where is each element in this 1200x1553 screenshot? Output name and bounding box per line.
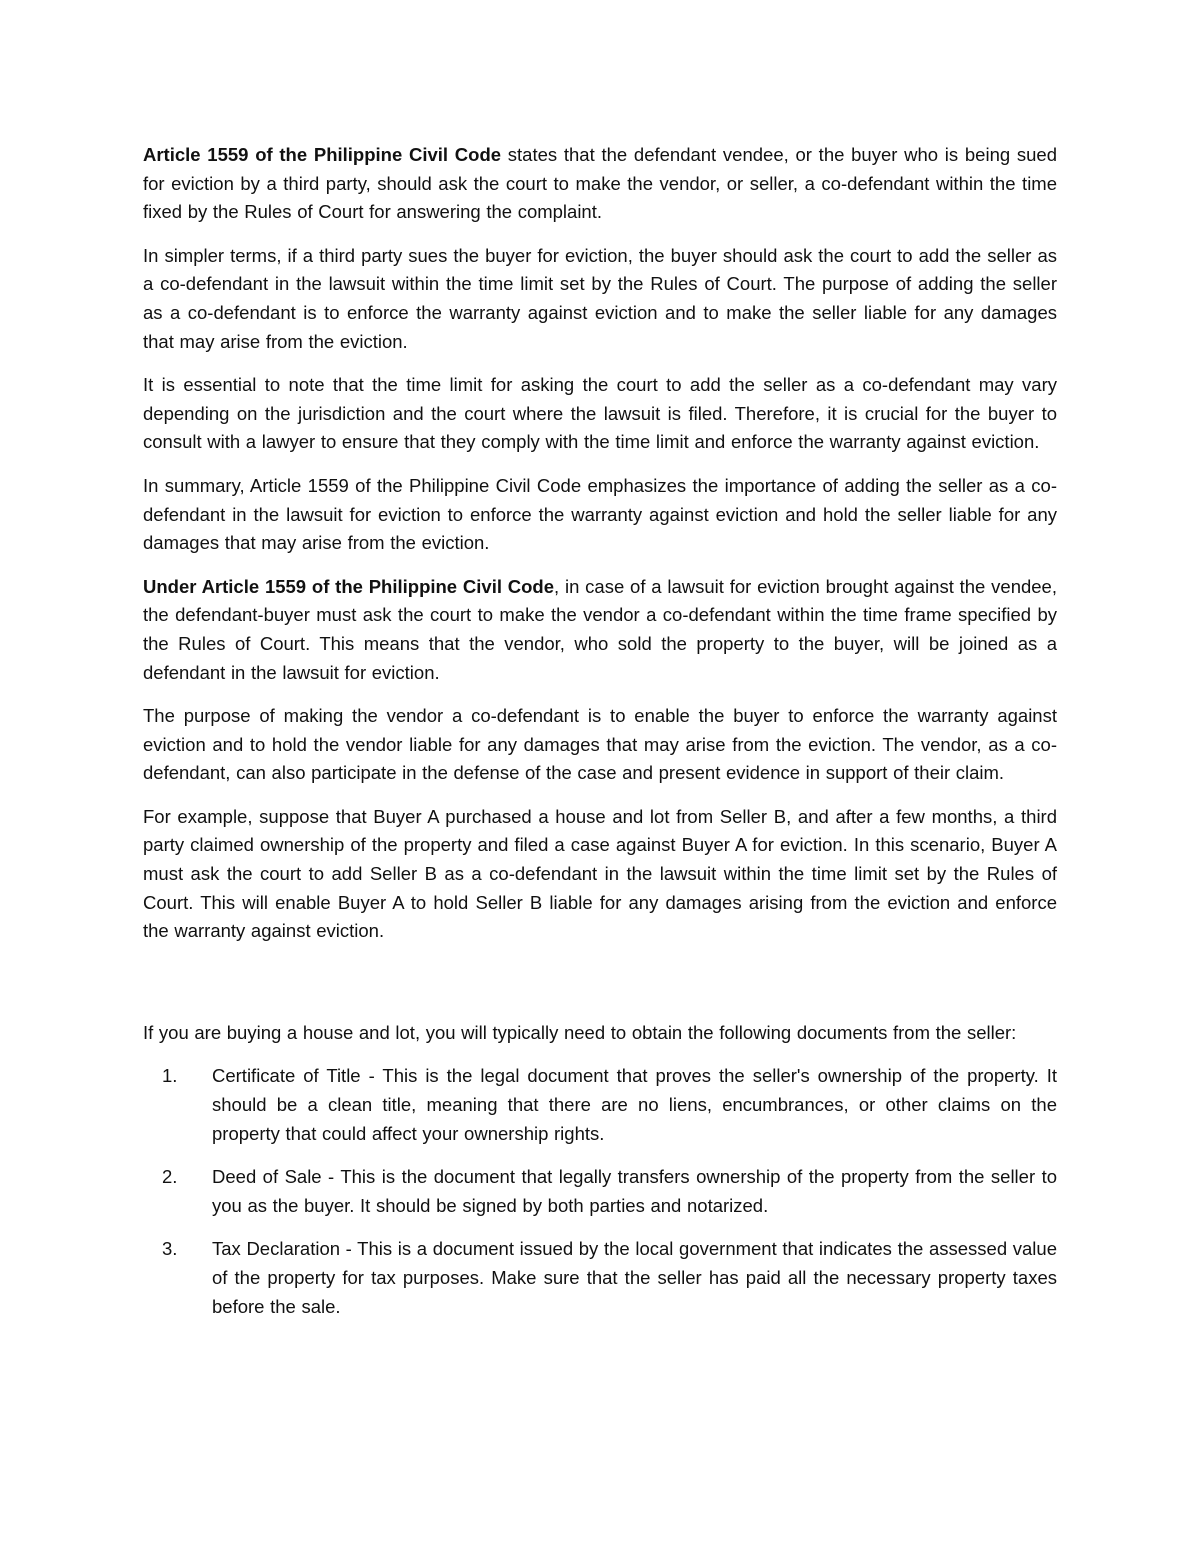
- bold-lead-article-1559: Article 1559 of the Philippine Civil Code: [143, 144, 502, 165]
- list-item-tax-declaration: [143, 1235, 1057, 1321]
- paragraph-purpose-vendor: [143, 702, 1057, 788]
- list-item-text: Certificate of Title - This is the legal document that proves the seller's ownership of the property. It should be a clean title, meaning that there are no liens, encumbrances, or other claims on the property that could affect your ownership rights.: [212, 1065, 1057, 1144]
- paragraph-text: If you are buying a house and lot, you will typically need to obtain the following documents from the seller:: [143, 1021, 1017, 1043]
- paragraph-text: It is essential to note that the time limit for asking the court to add the seller as a co-defendant may vary depending on the jurisdiction and the court where the lawsuit is filed. Therefore, it is crucial for the buyer to consult with a lawyer to ensure that they comply with the time limit and enforce the warranty against eviction.: [143, 374, 1057, 453]
- list-item-deed-of-sale: [143, 1163, 1057, 1220]
- paragraph-text: In summary, Article 1559 of the Philippine Civil Code emphasizes the importance of adding the seller as a co-defendant in the lawsuit for eviction to enforce the warranty against eviction and hold the seller liable for any damages that may arise from the eviction.: [143, 474, 1057, 554]
- paragraph-documents-intro: [143, 1019, 1057, 1048]
- paragraph-text: , in case of a lawsuit for eviction brought against the vendee, the defendant-buyer must ask the court to make the vendor a co-defendant within the time frame specified by the Rules of Court. This means that the vendor, who sold the property to the buyer, will be joined as a defendant in the lawsuit for eviction.: [143, 575, 1057, 683]
- required-documents-list: [143, 1062, 1057, 1321]
- list-item-text: Tax Declaration - This is a document issued by the local government that indicates the assessed value of the property for tax purposes. Make sure that the seller has paid all the necessary property taxes before the sale.: [212, 1238, 1057, 1317]
- list-item-number: 3.: [162, 1238, 178, 1260]
- paragraph-example: [143, 803, 1057, 946]
- paragraph-text: In simpler terms, if a third party sues the buyer for eviction, the buyer should ask the court to add the seller as a co-defendant in the lawsuit within the time limit set by the Rules of Court. The purpose of adding the seller as a co-defendant is to enforce the warranty against eviction and to make the seller liable for any damages that may arise from the eviction.: [143, 244, 1057, 352]
- paragraph-text: states that the defendant vendee, or the buyer who is being sued for eviction by a third party, should ask the court to make the vendor, or seller, a co-defendant within the time fixed by the Rules of Court for answering the complaint.: [143, 144, 1058, 223]
- document-body: [143, 141, 1057, 1336]
- list-item-certificate-of-title: [143, 1062, 1057, 1148]
- paragraph-article-1559-intro: [143, 141, 1057, 227]
- bold-lead-under-article-1559: Under Article 1559 of the Philippine Civil Code: [143, 575, 555, 597]
- list-item-number: 2.: [162, 1166, 178, 1188]
- list-item-text: Deed of Sale - This is the document that legally transfers ownership of the property from the seller to you as the buyer. It should be signed by both parties and notarized.: [212, 1166, 1057, 1216]
- paragraph-text: The purpose of making the vendor a co-defendant is to enable the buyer to enforce the warranty against eviction and to hold the vendor liable for any damages that may arise from the eviction. The vendor, as a co-defendant, can also participate in the defense of the case and present evidence in support of their claim.: [143, 705, 1057, 784]
- paragraph-simpler-terms: [143, 242, 1057, 356]
- paragraph-text: For example, suppose that Buyer A purchased a house and lot from Seller B, and after a few months, a third party claimed ownership of the property and filed a case against Buyer A for eviction. In this scenario, Buyer A must ask the court to add Seller B as a co-defendant in the lawsuit within the time limit set by the Rules of Court. This will enable Buyer A to hold Seller B liable for any damages arising from the eviction and enforce the warranty against eviction.: [143, 805, 1057, 942]
- paragraph-time-limit-note: [143, 371, 1057, 457]
- list-item-number: 1.: [162, 1065, 178, 1087]
- blank-line-spacer: [143, 961, 1057, 1019]
- paragraph-under-article-1559: [143, 573, 1057, 687]
- paragraph-summary: [143, 472, 1057, 558]
